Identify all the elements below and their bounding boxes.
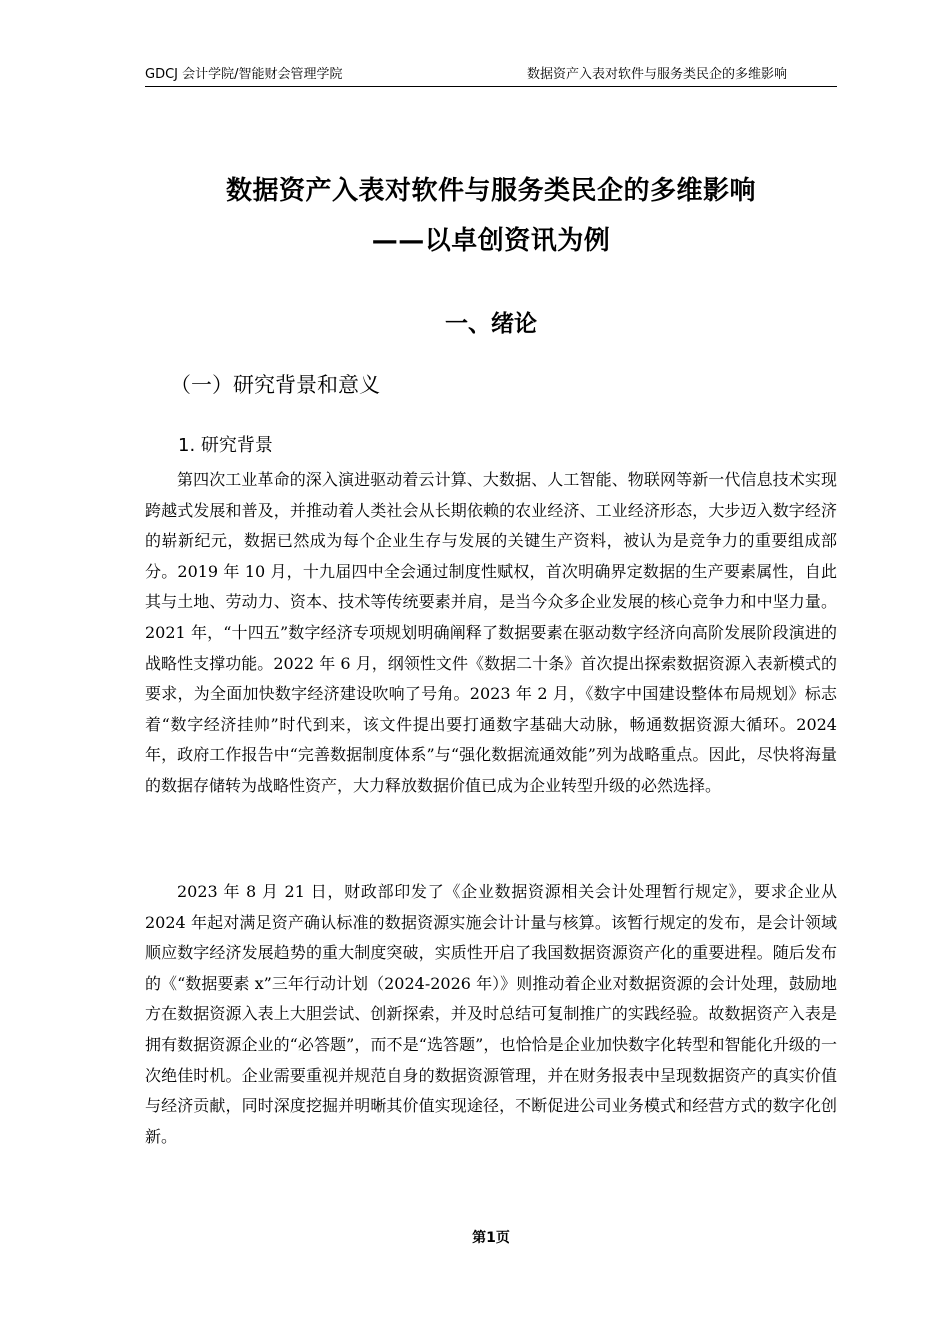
page-number: 第1页 [472, 1230, 510, 1246]
header-institution: GDCJ 会计学院/智能财会管理学院 [145, 67, 343, 82]
document-title: 数据资产入表对软件与服务类民企的多维影响 [225, 176, 756, 206]
body-paragraph: 第四次工业革命的深入演进驱动着云计算、大数据、人工智能、物联网等新一代信息技术实现跨越式发展和普及，并推动着人类社会从长期依赖的农业经济、工业经济形态，大步迈入数字经济的崭新纪元，数据已然成为每个企业生存与发展的关键生产资料，被认为是竞争力的重要组成部分。2019 年 10 月，十九届四中全会通过制度性赋权，首次明确界定数据的生产要素属性，自此其与土地、劳动力、资本、技术等传统要素并肩，是当今众多企业发展的核心竞争力和中坚力量。2021 年，“十四五”数字经济专项规划明确阐释了数据要素在驱动数字经济向高阶发展阶段演进的战略性支撑功能。2022 年 6 月，纲领性文件《数据二十条》首次提出探索数据资源入表新模式的要求，为全面加快数字经济建设吹响了号角。2023 年 2 月，《数字中国建设整体布局规划》标志着“数字经济挂帅”时代到来，该文件提出要打通数字基础大动脉，畅通数据资源大循环。2024 年，政府工作报告中“完善数据制度体系”与“强化数据流通效能”列为战略重点。因此，尽快将海量的数据存储转为战略性资产，大力释放数据价值已成为企业转型升级的必然选择。 [145, 470, 837, 795]
page-header [145, 66, 837, 87]
body-paragraph: 2023 年 8 月 21 日，财政部印发了《企业数据资源相关会计处理暂行规定》，要求企业从 2024 年起对满足资产确认标准的数据资源实施会计计量与核算。该暂行规定的发布，是会计领域顺应数字经济发展趋势的重大制度突破，实质性开启了我国数据资源资产化的重要进程。随后发布的《“数据要素 x”三年行动计划（2024-2026 年）》则推动着企业对数据资源的会计处理，鼓励地方在数据资源入表上大胆尝试、创新探索，并及时总结可复制推广的实践经验。故数据资产入表是拥有数据资源企业的“必答题”，而不是“选答题”，也恰恰是企业加快数字化转型和智能化升级的一次绝佳时机。企业需要重视并规范自身的数据资源管理，并在财务报表中呈现数据资产的真实价值与经济贡献，同时深度挖掘并明晰其价值实现途径，不断促进公司业务模式和经营方式的数字化创新。 [145, 882, 837, 1146]
header-running-title: 数据资产入表对软件与服务类民企的多维影响 [526, 67, 787, 82]
sub-subsection-heading: 1. 研究背景 [178, 435, 273, 456]
subsection-heading-background: （一）研究背景和意义 [170, 373, 380, 397]
document-subtitle: ——以卓创资讯为例 [371, 226, 611, 256]
section-heading-introduction: 一、绪论 [445, 311, 537, 337]
